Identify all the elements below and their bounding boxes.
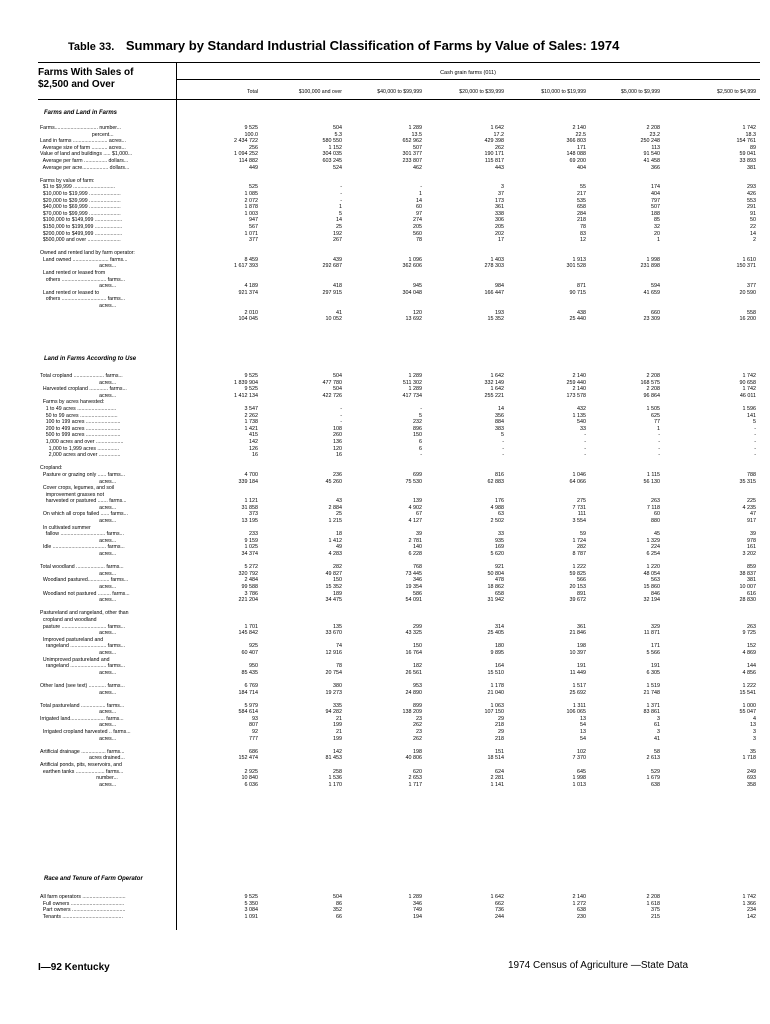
section-3-col-20k: 1 642 662 736 244: [490, 894, 504, 920]
section-title-race-tenure: Race and Tenure of Farm Operator: [44, 876, 143, 882]
section-1-col-10k: 2 140 22.5 366 803 171 148 088 69 200 404 55 217 535 658 284 218 78 83 12 1 913 301 528 871 90 715 438 25 440: [566, 125, 586, 323]
col-header-20k: $20,000 to $39,999: [459, 89, 504, 95]
col-header-5k: $5,000 to $9,999: [621, 89, 660, 95]
table-number: Table 33.: [68, 41, 115, 53]
section-3-col-2500: 1 742 1 366 234 142: [742, 894, 756, 920]
header-rule: [38, 99, 760, 100]
section-3-col-5k: 2 208 1 618 375 215: [646, 894, 660, 920]
section-3-col-10k: 2 140 1 272 638 230: [572, 894, 586, 920]
col-header-total: Total: [247, 89, 258, 95]
col-header-100k: $100,000 and over: [298, 89, 342, 95]
census-footer: 1974 Census of Agriculture —State Data: [508, 960, 689, 971]
section-1-col-100k: 504 5.3 580 550 1 152 304 035 603 245 524 - - - 1 5 14 25 192 267 439 292 687 418 297 915 41 10 052: [322, 125, 342, 323]
section-1-col-total: 9 525 100.0 2 434 722 256 1 094 252 114 882 449 525 1 085 2 072 1 878 1 003 947 567 1 071 377 8 459 1 617 393 4 189 921 374 2 010 104 045: [234, 125, 258, 323]
cash-heading-rule: [176, 79, 760, 80]
stub-heading-line-1: Farms With Sales of: [38, 67, 134, 78]
page-number-state: I—92 Kentucky: [38, 962, 110, 973]
section-1-col-2500: 1 742 18.3 154 761 89 59 041 33 893 381 293 426 553 291 91 50 22 14 2 1 610 150 371 377 20 590 558 16 200: [736, 125, 756, 323]
section-3-col-40k: 1 289 346 749 194: [408, 894, 422, 920]
section-2-col-10k: 2 140 259 440 2 140 173 578 432 1 135 540 33 - - - - 1 046 64 066 275 7 731 111 3 554 59 1 724 282 8 787 1 222 59 825 566 20 153 891 39 672 361 21 846 198 10 397 191 11 449 1 517 25 692 1 311 106 065 13 54 13 54 102 7 370 645 1 998 1 013: [566, 373, 586, 788]
section-2-col-total: 9 525 1 839 904 9 525 1 412 134 3 547 2 262 1 738 1 421 415 142 126 16 4 700 339 184 1 121 31 858 373 13 195 233 9 159 1 025 34 374 5 272 320 792 2 484 99 588 3 786 221 204 1 701 145 842 925 60 407 950 85 435 6 769 184 714 5 979 584 614 93 807 92 777 686 152 474 2 925 10 840 6 036: [234, 373, 258, 788]
col-header-10k: $10,000 to $19,999: [541, 89, 586, 95]
col-header-2500: $2,500 to $4,999: [717, 89, 756, 95]
stub-divider: [176, 62, 177, 930]
section-3-col-total: 9 525 5 350 3 084 1 091: [244, 894, 258, 920]
table-title-text: Summary by Standard Industrial Classification of Farms by Value of Sales: 1974: [125, 38, 620, 53]
section-1-labels: Farms.............................. number... percent... Land in farms ........................ acres... Average size of farm ........... acres... Value of land and buildings ..... $1,000... Average per farm ................ dollars... Average per acre.................. dollars... Farms by value of farm: $1 to $9,999 ............................. $10,000 to $19,999 ...................... $20,000 to $39,999 ...................... $40,000 to $69,999 ...................... $70,000 to $99,999 ...................... $100,000 to $149,999 ................... $150,000 to $199,999 ................... $200,000 to $499,999 ................... $500,000 and over ....................... Owned and rented land by farm operator: Land owned ......................... farms... acres... Land rented or leased from others ............................... farms... acres... Land rented or leased to others ............................... farms... acres...: [40, 125, 135, 310]
section-title-farms-land: Farms and Land in Farms: [44, 110, 118, 116]
section-3-labels: All farm operators .............................. Full owners ..................................... Part owners ..................................... Tenants ..........................................: [40, 894, 126, 920]
section-2-labels: Total cropland ..................... farms... acres... Harvested cropland ............. farms... acres... Farms by acres harvested: 1 to 49 acres ........................... 50 to 99 acres .......................... 100 to 199 acres ........................ 200 to 499 acres ........................ 500 to 999 acres ........................ 1,000 acres and over ................... 1,000 to 1,999 acres ............... 2,000 acres and over ............... Cropland: Pasture or grazing only ...... farms... acres... Cover crops, legumes, and soil improvement grasses not harvested or pastured ....... farms... acres... On which all crops failed ...... farms... acres... In cultivated summer fallow ............................... farms... acres... Idle ..................................... farms... acres... Total woodland .................... farms... acres... Woodland pastured............... farms... acres... Woodland not pastured ......... farms... acres... Pastureland and rangeland, other than cropland and woodland pasture ............................... farms... acres... Improved pastureland and rangeland ......................... farms... acres... Unimproved pastureland and rangeland ......................... farms... acres... Other land (see text) ............ farms... acres... Total pastureland ................. farms... acres... Irrigated land........................ farms... acres... Irrigated cropland harvested .. farms... acres... Artificial drainage ................. farms... acres drained... Artificial ponds, pits, reservoirs, and earthen tanks .................... farms... number... acres...: [40, 373, 131, 788]
col-header-40k: $40,000 to $99,999: [377, 89, 422, 95]
section-1-col-40k: 1 289 13.5 652 962 507 301 377 233 807 462 - 1 14 60 97 274 205 560 78 1 096 362 606 945 304 048 120 13 692: [402, 125, 422, 323]
section-2-col-5k: 2 208 168 575 2 208 96 864 1 505 625 77 1 - - - - 1 115 56 130 263 7 118 60 880 45 1 329 224 6 254 1 220 48 054 563 15 860 846 32 194 329 11 871 171 5 566 191 6 305 1 519 21 748 1 371 83 861 3 61 3 41 58 2 613 529 1 679 638: [640, 373, 660, 788]
top-rule: [38, 62, 760, 63]
section-2-col-40k: 1 289 511 302 1 289 417 734 - 5 232 896 150 6 6 - 699 75 530 139 4 902 67 4 127 39 2 781 140 6 228 768 73 445 346 19 354 586 54 091 299 43 325 150 16 764 182 26 561 953 24 890 899 138 209 23 262 23 262 198 40 806 620 2 653 1 717: [402, 373, 422, 788]
section-2-col-100k: 504 477 780 504 422 726 - - - 108 260 136 120 16 236 45 260 43 2 884 25 1 215 18 1 412 49 4 283 282 49 827 150 15 352 189 34 475 135 33 670 74 12 916 78 20 754 380 19 273 335 94 282 21 199 21 199 142 81 453 258 1 536 1 170: [322, 373, 342, 788]
section-2-col-2500: 1 742 90 658 1 742 46 011 1 596 141 5 - - - - - 788 35 315 225 4 235 47 917 39 978 161 3 202 859 38 837 381 10 007 616 28 830 263 9 725 152 4 869 144 4 856 1 222 15 541 1 000 55 047 4 13 3 3 35 1 718 249 693 358: [739, 373, 756, 788]
stub-heading-line-2: $2,500 and Over: [38, 79, 115, 90]
section-2-col-20k: 1 642 332 149 1 642 255 221 14 356 884 383 5 - - - 816 62 883 176 4 988 63 2 502 33 935 169 5 620 921 50 804 478 18 862 658 31 942 314 25 405 180 9 895 164 15 510 1 178 21 040 1 063 107 150 29 218 29 218 151 18 514 624 2 281 1 141: [484, 373, 504, 788]
section-1-col-5k: 2 208 23.2 250 248 113 91 540 41 458 366 174 404 797 507 188 85 32 20 1 1 998 231 898 594 41 659 660 23 309: [640, 125, 660, 323]
stub-heading: [38, 67, 134, 91]
section-3-col-100k: 504 86 352 66: [333, 894, 342, 920]
section-1-col-20k: 1 642 17.2 429 398 262 190 171 115 817 443 3 37 173 361 338 306 205 202 17 1 403 278 303 984 166 447 193 15 352: [484, 125, 504, 323]
table-title: [68, 38, 728, 53]
cash-grain-heading: Cash grain farms (011): [440, 70, 496, 76]
section-title-land-use: Land in Farms According to Use: [44, 356, 137, 362]
